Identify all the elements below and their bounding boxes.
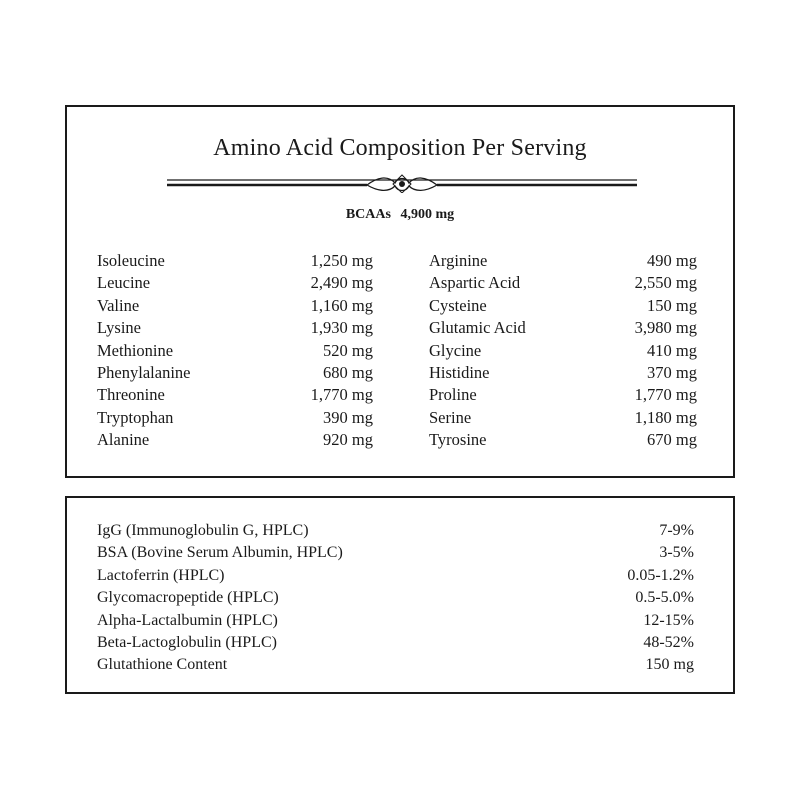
amino-name: Histidine [429, 362, 490, 382]
fraction-name: IgG (Immunoglobulin G, HPLC) [97, 522, 309, 539]
bcaa-total [67, 207, 733, 223]
amino-value: 680 mg [323, 362, 373, 382]
amino-value: 1,770 mg [634, 385, 697, 405]
amino-name: Tyrosine [429, 430, 487, 450]
amino-value: 1,250 mg [310, 251, 373, 270]
amino-name: Phenylalanine [97, 362, 191, 382]
amino-value: 1,160 mg [310, 295, 373, 315]
amino-name: Methionine [97, 340, 174, 360]
amino-value: 1,770 mg [310, 385, 373, 405]
amino-row [97, 295, 373, 317]
amino-name: Cysteine [429, 295, 487, 315]
amino-row [97, 429, 373, 451]
amino-name: Glutamic Acid [429, 318, 526, 338]
fraction-row [97, 632, 694, 654]
amino-value: 410 mg [647, 340, 697, 360]
panel-title: Amino Acid Composition Per Serving [213, 135, 587, 161]
amino-name: Alanine [97, 430, 150, 450]
fraction-row [97, 587, 694, 609]
amino-value: 1,930 mg [310, 318, 373, 338]
fraction-name: Lactoferrin (HPLC) [97, 566, 225, 584]
fraction-name: Glycomacropeptide (HPLC) [97, 589, 279, 607]
fraction-value: 3-5% [659, 544, 694, 562]
amino-acid-panel [65, 105, 735, 478]
fraction-name: Beta-Lactoglobulin (HPLC) [97, 633, 277, 651]
ornament-divider-icon [167, 173, 637, 193]
amino-row [429, 429, 697, 451]
fraction-value: 48-52% [643, 633, 694, 651]
amino-value: 150 mg [647, 295, 697, 315]
fraction-row [97, 542, 694, 564]
amino-value: 920 mg [323, 430, 373, 450]
amino-row [429, 340, 697, 362]
amino-row [97, 407, 373, 429]
fraction-list [97, 520, 694, 677]
amino-row [429, 272, 697, 294]
amino-row [97, 317, 373, 339]
amino-value: 370 mg [647, 362, 697, 382]
fraction-value: 0.05-1.2% [627, 566, 694, 584]
protein-fractions-panel [65, 496, 735, 694]
fraction-value: 0.5-5.0% [635, 589, 694, 607]
fraction-name: BSA (Bovine Serum Albumin, HPLC) [97, 544, 343, 562]
amino-value: 1,180 mg [634, 407, 697, 427]
amino-name: Threonine [97, 385, 165, 405]
amino-value: 2,490 mg [310, 273, 373, 293]
amino-name: Glycine [429, 340, 482, 360]
amino-name: Arginine [429, 251, 488, 270]
amino-row [429, 407, 697, 429]
amino-name: Tryptophan [97, 407, 174, 427]
amino-name: Lysine [97, 318, 141, 338]
amino-row [97, 272, 373, 294]
amino-column-right [429, 250, 697, 452]
bcaa-label: BCAAs [345, 207, 391, 222]
amino-value: 670 mg [647, 430, 697, 450]
amino-row [97, 362, 373, 384]
amino-column-left [97, 250, 373, 452]
amino-row [97, 340, 373, 362]
amino-row [429, 317, 697, 339]
amino-name: Serine [429, 407, 472, 427]
amino-row [97, 384, 373, 406]
fraction-value: 12-15% [643, 611, 694, 629]
amino-name: Isoleucine [97, 251, 165, 270]
amino-name: Leucine [97, 273, 151, 293]
amino-value: 490 mg [647, 251, 697, 270]
bcaa-value: 4,900 mg [400, 207, 455, 222]
fraction-name: Alpha-Lactalbumin (HPLC) [97, 611, 278, 629]
amino-name: Proline [429, 385, 477, 405]
fraction-value: 150 mg [645, 656, 694, 674]
amino-row [429, 295, 697, 317]
amino-value: 520 mg [323, 340, 373, 360]
fraction-row [97, 565, 694, 587]
fraction-value: 7-9% [659, 522, 694, 539]
fraction-name: Glutathione Content [97, 656, 228, 674]
fraction-row [97, 654, 694, 676]
amino-name: Valine [97, 295, 140, 315]
amino-name: Aspartic Acid [429, 273, 521, 293]
fraction-row [97, 520, 694, 542]
amino-row [429, 362, 697, 384]
amino-row [429, 384, 697, 406]
amino-row [429, 250, 697, 272]
amino-row [97, 250, 373, 272]
amino-value: 2,550 mg [634, 273, 697, 293]
fraction-row [97, 610, 694, 632]
amino-value: 3,980 mg [634, 318, 697, 338]
amino-value: 390 mg [323, 407, 373, 427]
